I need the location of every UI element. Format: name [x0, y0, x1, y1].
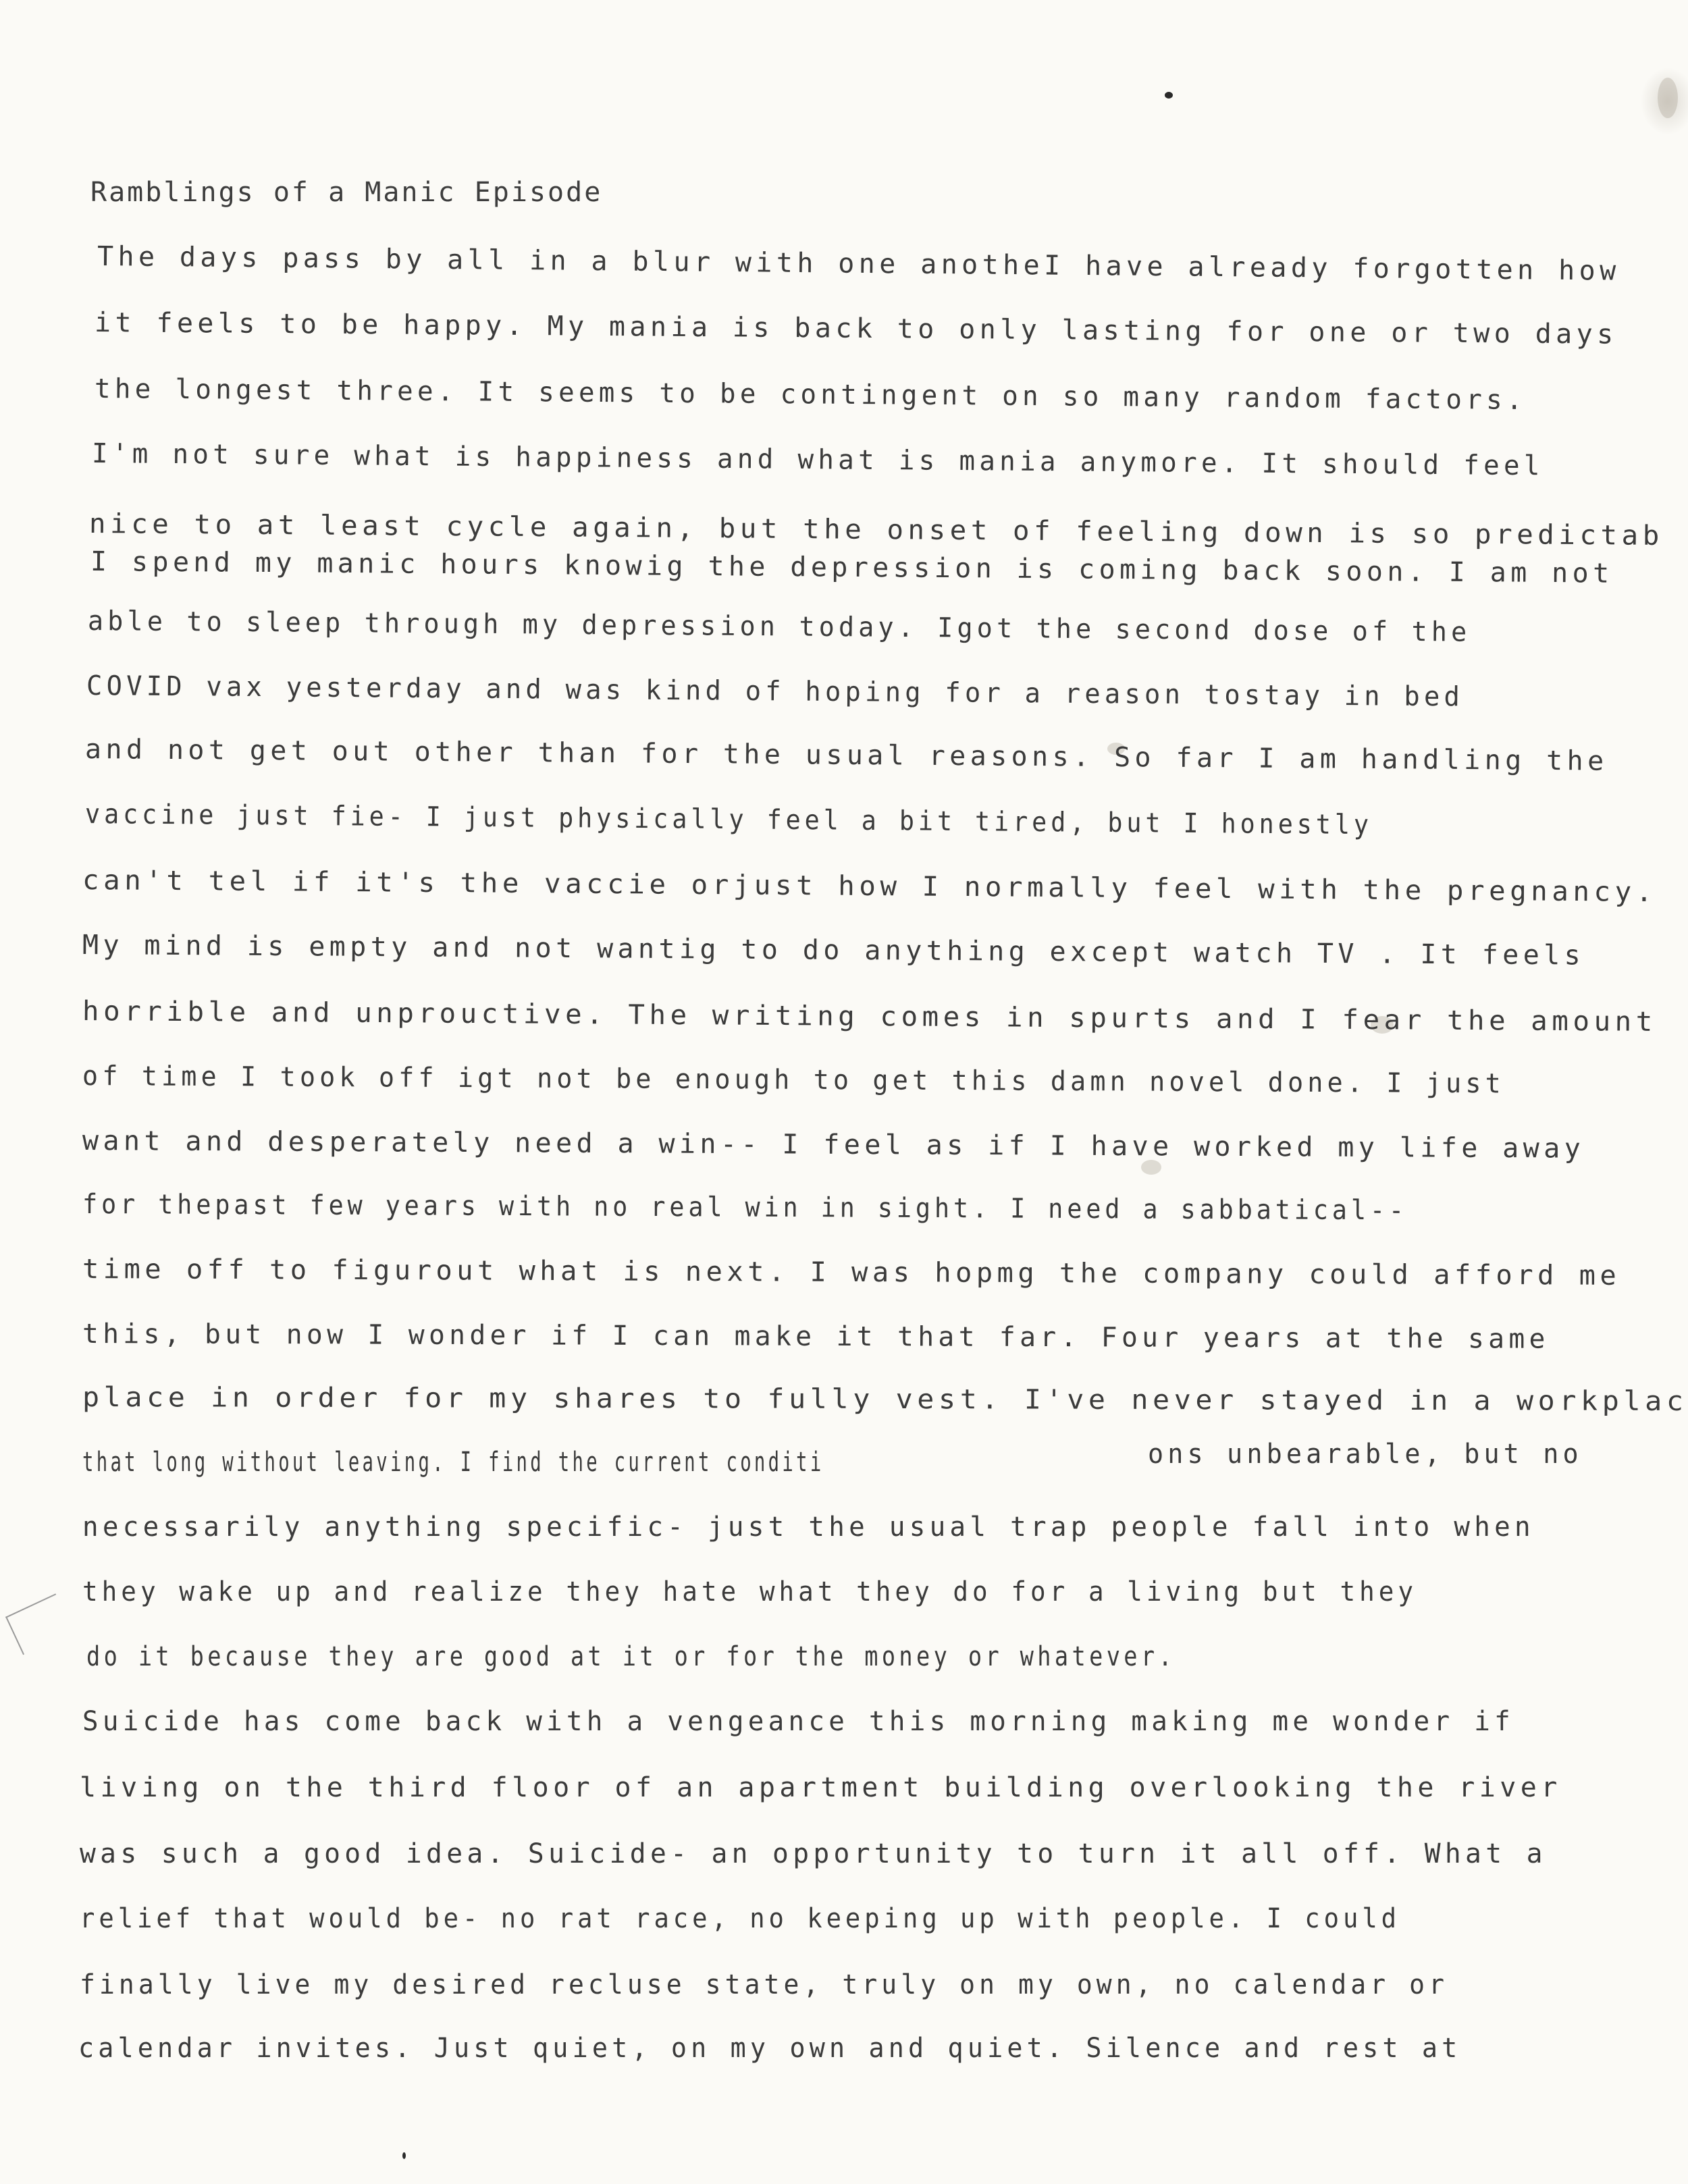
- text-line: of time I took off igt not be enough to get this damn novel done. I just: [82, 1061, 1506, 1100]
- text-line: COVID vax yesterday and was kind of hoping for a reason tostay in bed: [86, 670, 1465, 713]
- text-line: can't tel if it's the vaccie orjust how I normally feel with the pregnancy.: [82, 865, 1657, 908]
- ink-dot: [1165, 92, 1173, 99]
- text-line: calendar invites. Just quiet, on my own and quiet. Silence and rest at: [78, 2033, 1462, 2064]
- text-line: for thepast few years with no real win in sight. I need a sabbatical--: [82, 1189, 1408, 1227]
- text-line: I spend my manic hours knowig the depression is coming back soon. I am not: [90, 546, 1614, 589]
- text-line: that long without leaving. I find the current conditi: [82, 1447, 824, 1478]
- text-line: do it because they are good at it or for the money or whatever.: [86, 1641, 1176, 1672]
- text-line: My mind is empty and not wantig to do anything except watch TV . It feels: [82, 930, 1585, 971]
- text-line: this, but now I wonder if I can make it that far. Four years at the same: [82, 1319, 1550, 1355]
- text-line: they wake up and realize they hate what they do for a living but they: [82, 1576, 1418, 1607]
- text-line-continuation: ons unbearable, but no: [1148, 1439, 1583, 1470]
- text-line: horrible and unprouctive. The writing comes in spurts and I fear the amount: [82, 996, 1657, 1038]
- text-line: living on the third floor of an apartment building overlooking the river: [80, 1772, 1562, 1803]
- text-line: Suicide has come back with a vengeance this morning making me wonder if: [82, 1706, 1514, 1737]
- text-line: want and desperately need a win-- I feel as if I have worked my life away: [82, 1125, 1585, 1165]
- text-line: and not get out other than for the usual reasons. So far I am handling the: [84, 734, 1608, 777]
- text-line: The days pass by all in a blur with one anotheI have already forgotten how: [97, 241, 1620, 287]
- ink-dot: [402, 2152, 406, 2159]
- text-line: necessarily anything specific- just the usual trap people fall into when: [82, 1512, 1535, 1543]
- text-line: time off to figurout what is next. I was hopmg the company could afford me: [82, 1254, 1621, 1291]
- text-line: place in order for my shares to fully vest. I've never stayed in a workplac: [82, 1382, 1688, 1417]
- text-line: I'm not sure what is happiness and what is mania anymore. It should feel: [91, 438, 1544, 482]
- document-title: Ramblings of a Manic Episode: [90, 177, 603, 208]
- paper-smudge: [1658, 78, 1678, 118]
- text-line: finally live my desired recluse state, truly on my own, no calendar or: [80, 1969, 1449, 2000]
- text-line: able to sleep through my depression today. Igot the second dose of the: [87, 606, 1471, 648]
- text-line: the longest three. It seems to be contingent on so many random factors.: [94, 373, 1527, 416]
- text-line: was such a good idea. Suicide- an opportunity to turn it all off. What a: [80, 1838, 1547, 1869]
- corner-crease: [5, 1593, 74, 1655]
- text-line: nice to at least cycle again, but the onset of feeling down is so predictab: [88, 508, 1664, 552]
- text-line: vaccine just fie- I just physically feel a bit tired, but I honestly: [84, 799, 1373, 841]
- text-line: relief that would be- no rat race, no keeping up with people. I could: [80, 1903, 1401, 1934]
- text-line: it feels to be happy. My mania is back to only lasting for one or two days: [94, 307, 1618, 350]
